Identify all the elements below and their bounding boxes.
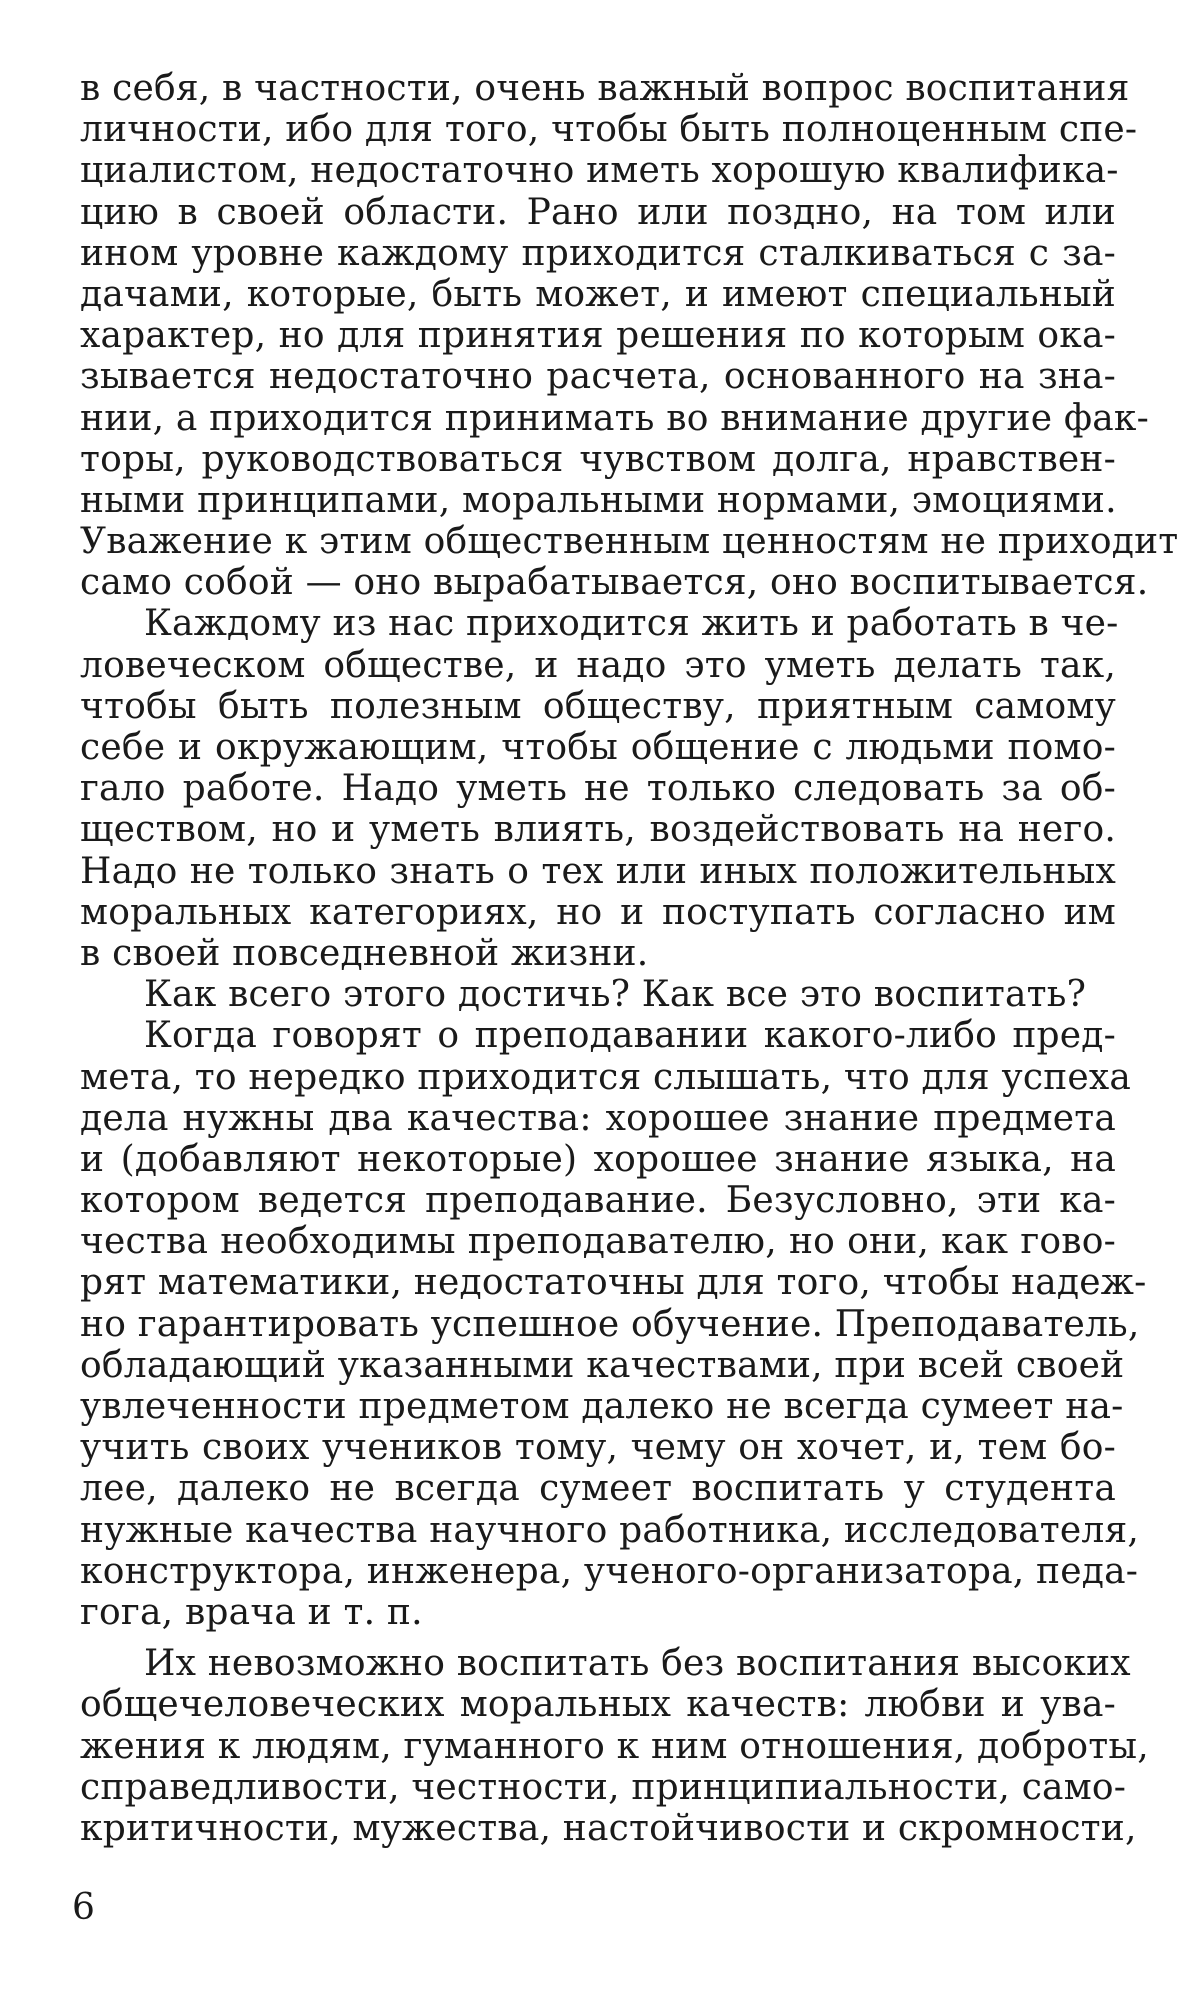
text-line: чества необходимы преподавателю, но они, как гово- (80, 1221, 1116, 1263)
text-line: учить своих учеников тому, чему он хочет, и, тем бо- (80, 1427, 1116, 1469)
text-line: в своей повседневной жизни. (80, 932, 649, 974)
text-line: рят математики, недостаточны для того, чтобы надеж- (80, 1262, 1147, 1304)
text-line: циалистом, недостаточно иметь хорошую квалифика- (80, 150, 1119, 192)
page-number: 6 (72, 1887, 95, 1928)
text-line: чтобы быть полезным обществу, приятным самому (80, 685, 1116, 727)
paragraph-gap (80, 1633, 1116, 1643)
text-line: дела нужны два качества: хорошее знание предмета (80, 1097, 1116, 1139)
text-line: ином уровне каждому приходится сталкиваться с за- (80, 232, 1116, 274)
text-line: нужные качества научного работника, исследователя, (80, 1509, 1140, 1551)
text-line: жения к людям, гуманного к ним отношения, доброты, (80, 1725, 1149, 1767)
text-line: гога, врача и т. п. (80, 1591, 423, 1633)
text-line: ловеческом обществе, и надо это уметь делать так, (80, 644, 1116, 686)
text-line: гало работе. Надо уметь не только следовать за об- (80, 768, 1116, 810)
text-line: дачами, которые, быть может, и имеют специальный (80, 273, 1116, 315)
text-line: себе и окружающим, чтобы общение с людьми помо- (80, 727, 1116, 768)
text-line: общечеловеческих моральных качеств: любви и ува- (80, 1684, 1116, 1726)
text-line: мета, то нередко приходится слышать, что для успеха (80, 1056, 1132, 1098)
text-line: в себя, в частности, очень важный вопрос воспитания (80, 68, 1130, 109)
text-line: Их невозможно воспитать без воспитания высоких (144, 1643, 1131, 1685)
text-line: справедливости, честности, принципиальности, само- (80, 1766, 1127, 1808)
text-line: Каждому из нас приходится жить и работать в че- (144, 603, 1119, 645)
text-line: котором ведется преподавание. Безусловно, эти ка- (80, 1180, 1116, 1222)
text-line: Как всего этого достичь? Как все это воспитать? (144, 974, 1087, 1016)
text-line: моральных категориях, но и поступать согласно им (80, 891, 1116, 933)
text-line: Когда говорят о преподавании какого-либо пред- (144, 1015, 1116, 1057)
text-line: ными принципами, моральными нормами, эмоциями. (80, 479, 1117, 521)
text-line: само собой — оно вырабатывается, оно воспитывается. (80, 562, 1149, 604)
text-line: увлеченности предметом далеко не всегда сумеет на- (80, 1386, 1124, 1427)
text-line: ществом, но и уметь влиять, воздействовать на него. (80, 809, 1116, 851)
text-line: нии, а приходится принимать во внимание другие фак- (80, 397, 1149, 439)
text-line: но гарантировать успешное обучение. Преподаватель, (80, 1303, 1140, 1345)
body-text (80, 68, 1179, 1849)
text-line: конструктора, инженера, ученого-организатора, педа- (80, 1550, 1139, 1592)
text-line: торы, руководствоваться чувством долга, нравствен- (80, 438, 1116, 480)
text-line: личности, ибо для того, чтобы быть полноценным спе- (80, 109, 1138, 151)
text-line: и (добавляют некоторые) хорошее знание языка, на (80, 1138, 1116, 1180)
text-line: лее, далеко не всегда сумеет воспитать у студента (80, 1468, 1116, 1510)
text-line: критичности, мужества, настойчивости и скромности, (80, 1807, 1137, 1849)
text-line: Надо не только знать о тех или иных положительных (80, 850, 1116, 892)
text-line: зывается недостаточно расчета, основанного на зна- (80, 356, 1116, 398)
text-line: обладающий указанными качествами, при всей своей (80, 1344, 1125, 1386)
text-line: характер, но для принятия решения по которым ока- (80, 315, 1116, 357)
text-line: Уважение к этим общественным ценностям не приходит (80, 521, 1179, 563)
text-line: цию в своей области. Рано или поздно, на том или (80, 191, 1116, 233)
